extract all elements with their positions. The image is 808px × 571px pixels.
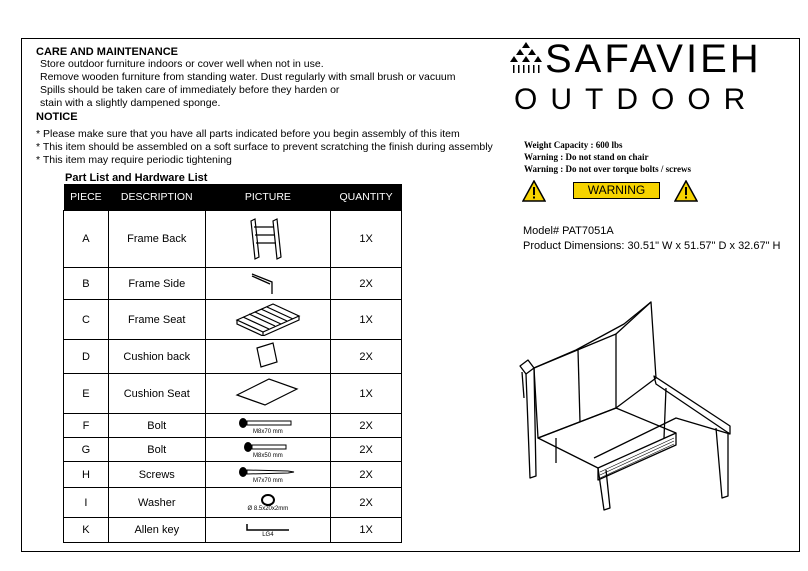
picture-cell [205,518,331,543]
piece-description: Washer [108,488,205,518]
allen-key-icon [243,522,293,532]
piece-description: Frame Back [108,211,205,268]
piece-description: Screws [108,462,205,488]
piece-quantity: 1X [331,211,402,268]
piece-quantity: 1X [331,300,402,340]
piece-letter: F [64,414,109,438]
picture-cell [205,374,331,414]
care-line: Remove wooden furniture from standing water. Dust regularly with small brush or vacuum [40,71,456,83]
notice-line: * This item may require periodic tightening [36,154,232,166]
table-row [64,462,402,488]
piece-quantity: 2X [331,268,402,300]
cushion-back-icon [253,340,283,370]
warning-triangle-icon [522,180,546,202]
piece-description: Bolt [108,438,205,462]
notice-line: * This item should be assembled on a soft surface to prevent scratching the finish during assembly [36,141,493,153]
warning-triangle-icon [674,180,698,202]
piece-letter: G [64,438,109,462]
piece-letter: C [64,300,109,340]
piece-quantity: 1X [331,374,402,414]
table-row [64,340,402,374]
bolt-icon [243,441,293,453]
care-line: Store outdoor furniture indoors or cover well when not in use. [40,58,324,70]
notice-line: * Please make sure that you have all parts indicated before you begin assembly of this item [36,128,460,140]
header-quantity: QUANTITY [331,184,402,211]
care-line: Spills should be taken care of immediately before they harden or [40,84,340,96]
table-row [64,488,402,518]
table-row [64,518,402,543]
warning-line: Warning : Do not stand on chair [524,152,649,162]
piece-quantity: 1X [331,518,402,543]
header-picture: PICTURE [205,184,331,211]
loveseat-illustration [516,288,746,513]
table-row [64,438,402,462]
care-title: CARE AND MAINTENANCE [36,46,178,58]
piece-quantity: 2X [331,462,402,488]
picture-cell [205,268,331,300]
bolt-size-label: M8x50 mm [253,453,283,459]
brand-logo-icon [510,40,542,76]
bolt-size-label: M8x70 mm [253,429,283,435]
picture-cell [205,414,331,438]
model-number: Model# PAT7051A [523,225,614,237]
parts-table-header [64,184,402,211]
piece-letter: E [64,374,109,414]
notice-title: NOTICE [36,111,78,123]
picture-cell [205,211,331,268]
frame-side-icon [248,268,288,296]
piece-description: Frame Side [108,268,205,300]
screw-icon [238,466,298,478]
bolt-icon [238,417,298,429]
brand-name: SAFAVIEH [545,37,762,81]
piece-description: Cushion back [108,340,205,374]
header-piece: PIECE [64,184,109,211]
piece-quantity: 2X [331,340,402,374]
piece-description: Frame Seat [108,300,205,340]
piece-description: Cushion Seat [108,374,205,414]
parts-list-title: Part List and Hardware List [65,172,208,184]
care-line: stain with a slightly dampened sponge. [40,97,221,109]
piece-description: Bolt [108,414,205,438]
brand-sub: OUTDOOR [514,83,759,116]
screw-size-label: M7x70 mm [253,478,283,484]
weight-capacity: Weight Capacity : 600 lbs [524,140,623,150]
piece-letter: B [64,268,109,300]
picture-cell [205,438,331,462]
picture-cell [205,462,331,488]
table-row [64,300,402,340]
header-description: DESCRIPTION [108,184,205,211]
cushion-seat-icon [233,375,303,409]
warning-line: Warning : Do not over torque bolts / screws [524,164,692,174]
piece-letter: I [64,488,109,518]
table-row [64,268,402,300]
product-dimensions: Product Dimensions: 30.51" W x 51.57" D x 32.67" H [523,240,781,252]
washer-icon [261,494,275,506]
frame-back-icon [243,213,293,263]
table-row [64,414,402,438]
table-row [64,374,402,414]
picture-cell [205,340,331,374]
piece-quantity: 2X [331,438,402,462]
piece-letter: H [64,462,109,488]
picture-cell [205,488,331,518]
frame-seat-icon [233,300,303,336]
piece-letter: A [64,211,109,268]
warning-banner: WARNING [573,182,660,199]
table-row [64,211,402,268]
piece-quantity: 2X [331,414,402,438]
allen-key-label: LG4 [262,532,274,538]
piece-letter: K [64,518,109,543]
piece-letter: D [64,340,109,374]
piece-quantity: 2X [331,488,402,518]
parts-table [63,184,402,543]
picture-cell [205,300,331,340]
piece-description: Allen key [108,518,205,543]
washer-size-label: Ø 8.5x20x2mm [247,506,289,512]
